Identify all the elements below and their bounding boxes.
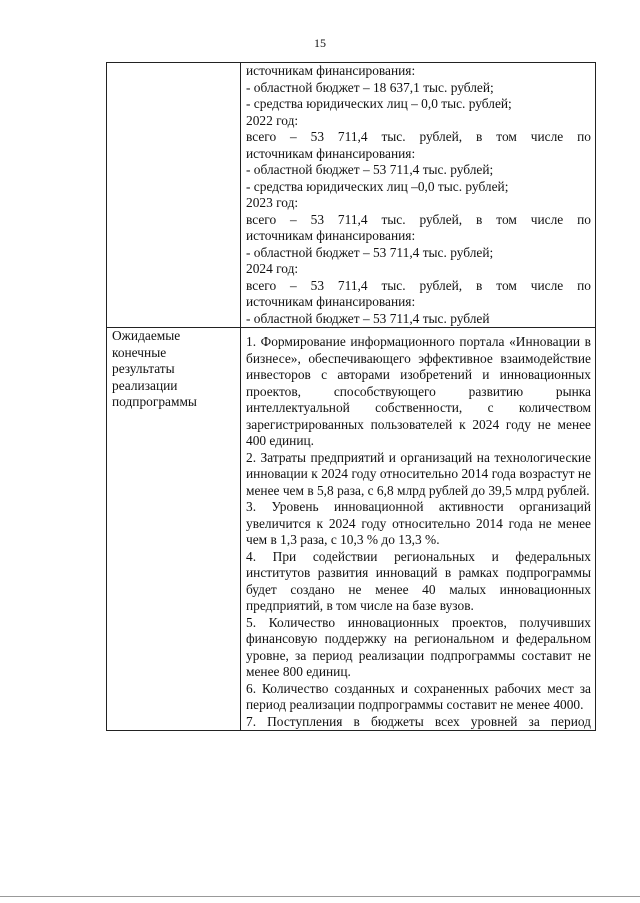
financing-line: 2022 год: [246, 112, 299, 128]
expected-result-item: 3. Уровень инновационной активности организаций увеличится к 2024 году относительно 2014 года не менее чем в 1,3 раза, с 10,3 % до 13,3 %. [246, 499, 591, 547]
financing-line: - областной бюджет – 53 711,4 тыс. рублей; [246, 162, 494, 177]
expected-results-label-line: конечные [112, 344, 167, 360]
expected-result-item: 6. Количество созданных и сохраненных рабочих мест за период реализации подпрограммы составит не менее 4000. [246, 680, 591, 712]
expected-results-label-line: Ожидаемые [112, 328, 181, 343]
financing-line: - средства юридических лиц – 0,0 тыс. рублей; [246, 96, 512, 111]
expected-results-label-line: подпрограммы [112, 394, 197, 409]
expected-result-item: 5. Количество инновационных проектов, получивших финансовую поддержку на региональном и федеральном уровне, за период реализации подпрограммы составит не менее 800 единиц. [246, 614, 591, 679]
expected-result-item: 2. Затраты предприятий и организаций на технологические инновации к 2024 году относительно 2014 года возрастут не менее чем в 5,8 раза, с 6,8 млрд рублей до 39,5 млрд рублей. [246, 449, 591, 498]
financing-line: источникам финансирования: [246, 145, 416, 161]
expected-results-row [107, 328, 596, 731]
financing-line: - областной бюджет – 53 711,4 тыс. рублей [246, 310, 490, 326]
expected-result-item: 7. Поступления в бюджеты всех уровней за период [246, 713, 591, 729]
page-number: 15 [314, 36, 326, 50]
financing-line: всего – 53 711,4 тыс. рублей, в том числе по [246, 129, 591, 144]
expected-results-label-cell [107, 328, 241, 731]
financing-line: - средства юридических лиц –0,0 тыс. рублей; [246, 178, 509, 194]
expected-results-content-cell [241, 328, 596, 731]
financing-line: всего – 53 711,4 тыс. рублей, в том числе по [246, 277, 591, 293]
financing-line: 2024 год: [246, 261, 299, 276]
financing-line: всего – 53 711,4 тыс. рублей, в том числе по [246, 211, 591, 227]
expected-results-label-line: результаты [112, 361, 175, 376]
expected-result-item: 1. Формирование информационного портала «Инновации в бизнесе», обеспечивающего эффективное взаимодействие инвесторов с авторами изобретений и инновационных проектов, способствующего развитию рынка интеллектуальной собственности, с количеством зарегистрированных пользователей к 2024 году не менее 400 единиц. [246, 334, 591, 448]
expected-result-item: 4. При содействии региональных и федеральных институтов развития инноваций в рамках подпрограммы будет создано не менее 40 малых инновационных предприятий, в том числе на базе вузов. [246, 548, 591, 613]
financing-label-cell [107, 63, 241, 328]
financing-line: 2023 год: [246, 195, 299, 210]
subprogram-passport-table [106, 62, 596, 731]
financing-line: источникам финансирования: [246, 294, 416, 309]
expected-results-label-line: реализации [112, 377, 178, 393]
financing-line: источникам финансирования: [246, 63, 416, 78]
financing-line: - областной бюджет – 53 711,4 тыс. рублей; [246, 244, 494, 260]
financing-content-cell [241, 63, 596, 328]
page-bottom-edge [0, 896, 640, 897]
financing-row [107, 63, 596, 328]
financing-line: источникам финансирования: [246, 228, 416, 243]
financing-line: - областной бюджет – 18 637,1 тыс. рублей; [246, 79, 494, 95]
